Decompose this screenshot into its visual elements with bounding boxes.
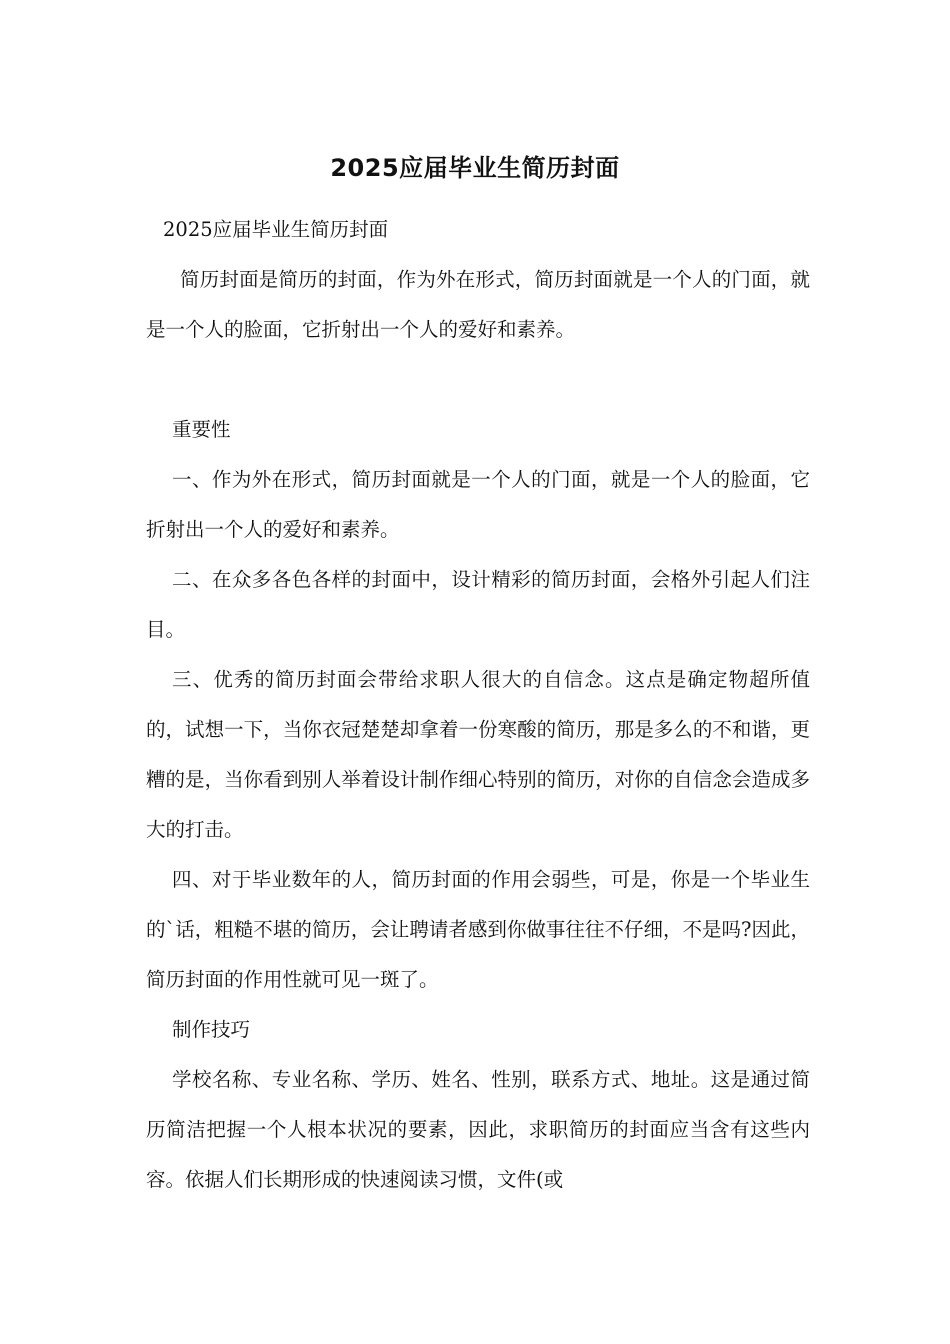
tips-paragraph: 学校名称、专业名称、学历、姓名、性别，联系方式、地址。这是通过简历简洁把握一个人根本状况的要素，因此，求职简历的封面应当含有这些内容。依据人们长期形成的快速阅读习惯，文件(或 <box>146 1068 810 1191</box>
document-subtitle: 2025应届毕业生简历封面 <box>163 218 389 241</box>
point-paragraph: 四、对于毕业数年的人，简历封面的作用会弱些，可是，你是一个毕业生的`话，粗糙不堪的简历，会让聘请者感到你做事往往不仔细，不是吗?因此，简历封面的作用性就可见一斑了。 <box>146 868 810 991</box>
document-title: 2025应届毕业生简历封面 <box>330 154 620 182</box>
point-paragraph: 一、作为外在形式，简历封面就是一个人的门面，就是一个人的脸面，它折射出一个人的爱好和素养。 <box>146 468 810 541</box>
point-paragraph: 三、优秀的简历封面会带给求职人很大的自信念。这点是确定物超所值的，试想一下，当你衣冠楚楚却拿着一份寒酸的简历，那是多么的不和谐，更糟的是，当你看到别人举着设计制作细心特别的简历，对你的自信念会造成多大的打击。 <box>146 668 810 841</box>
paragraph-spacer <box>146 355 810 405</box>
intro-paragraph: 简历封面是简历的封面，作为外在形式，简历封面就是一个人的门面，就是一个人的脸面，它折射出一个人的爱好和素养。 <box>146 268 810 341</box>
tips-heading: 制作技巧 <box>172 1018 251 1041</box>
document-body <box>146 205 810 1205</box>
importance-heading: 重要性 <box>172 418 231 441</box>
point-paragraph: 二、在众多各色各样的封面中，设计精彩的简历封面，会格外引起人们注目。 <box>146 568 810 641</box>
